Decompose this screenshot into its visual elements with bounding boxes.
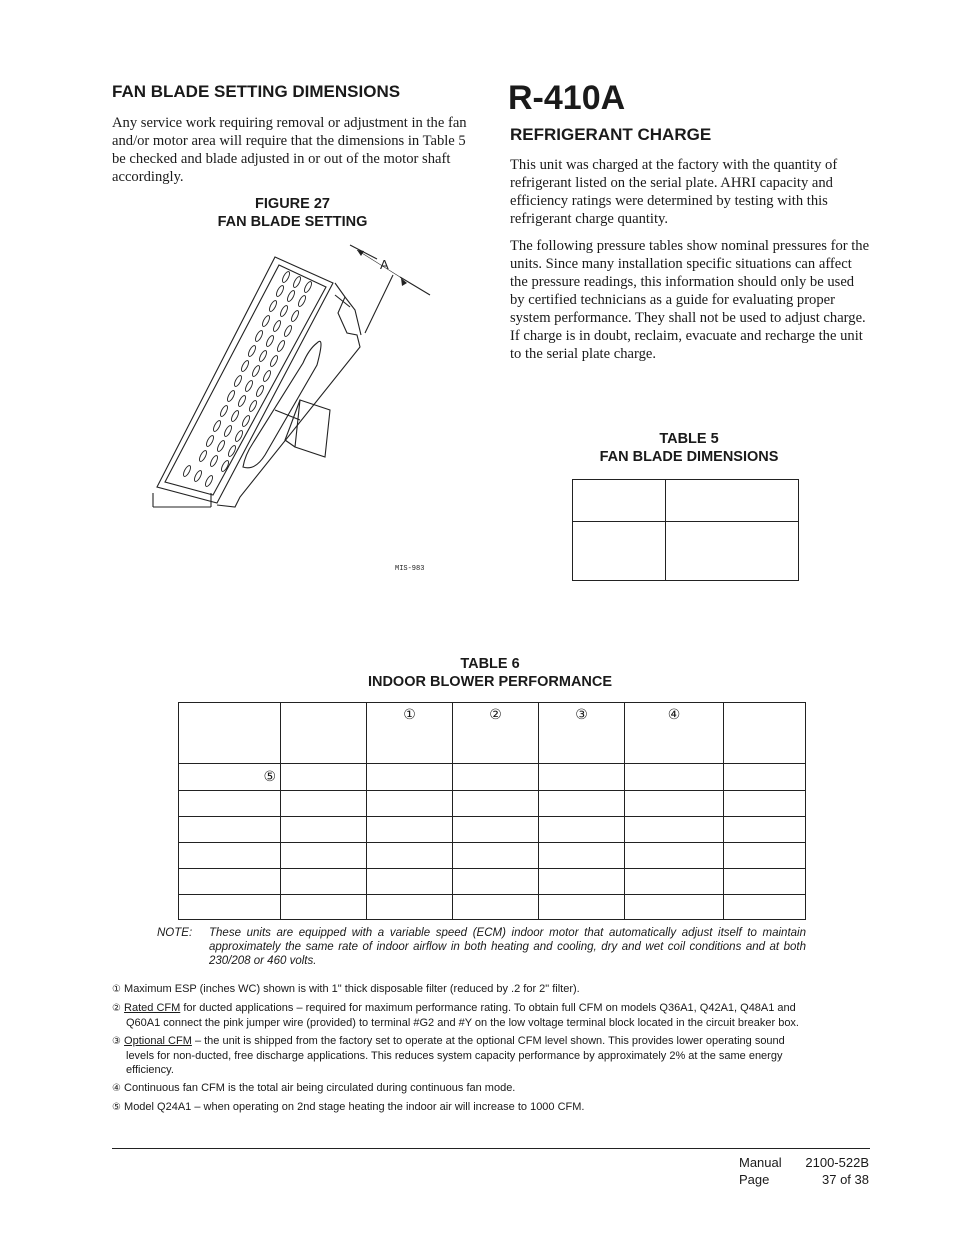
table6-cell	[625, 817, 724, 843]
table6-cell	[179, 843, 281, 869]
bulkhead-panel	[217, 283, 360, 507]
table6-cell	[539, 843, 625, 869]
grille-frame	[157, 257, 333, 503]
footnote-4	[112, 1081, 857, 1096]
table6-title: INDOOR BLOWER PERFORMANCE	[367, 674, 613, 690]
table5-caption	[580, 430, 798, 466]
table6-cell	[724, 791, 806, 817]
table5-number: TABLE 5	[659, 431, 719, 447]
footnote-5	[112, 1100, 857, 1115]
table6-cell	[281, 869, 367, 895]
footnote-1-marker: ①	[112, 984, 121, 995]
table6-cell	[179, 895, 281, 920]
table6-cell	[625, 791, 724, 817]
table6-row	[179, 791, 806, 817]
footnote-2-line2: Q60A1 connect the pink jumper wire (provided) to terminal #G2 and #Y on the low voltage terminal block located in the circuit breaker box.	[126, 1017, 799, 1029]
footnote-marker-4: ④	[667, 707, 681, 723]
table6-cell	[367, 791, 453, 817]
refrigerant-heading: REFRIGERANT CHARGE	[510, 125, 712, 144]
big-title: R-410A	[508, 79, 626, 117]
table5-cell	[573, 522, 666, 581]
table6-row	[179, 843, 806, 869]
table6-cell	[453, 843, 539, 869]
table6-header-cell	[281, 703, 367, 764]
grille-inner-frame	[165, 265, 326, 495]
footnote-3-line3: efficiency.	[126, 1064, 174, 1076]
footnote-marker-1: ①	[403, 707, 416, 723]
footnote-1	[112, 982, 857, 997]
table6-cell	[539, 817, 625, 843]
table6-row	[179, 817, 806, 843]
table6-cell	[281, 843, 367, 869]
footer-rule	[112, 1148, 870, 1149]
figure-caption	[150, 195, 435, 231]
figure-number: FIGURE 27	[255, 196, 330, 212]
table6-cell	[625, 843, 724, 869]
table6-cell	[367, 843, 453, 869]
footnote-3	[112, 1034, 857, 1077]
table6-number: TABLE 6	[460, 656, 520, 672]
footer-manual-value: 2100-522B	[805, 1155, 869, 1170]
table6-cell	[367, 895, 453, 920]
table6-cell	[281, 764, 367, 791]
footer-labels	[739, 1154, 782, 1188]
footnote-2-marker: ②	[112, 1003, 121, 1014]
footnote-2	[112, 1001, 857, 1030]
table6-cell	[367, 817, 453, 843]
table6-cell	[724, 764, 806, 791]
table5-cell	[573, 480, 666, 522]
footer-manual-label: Manual	[739, 1155, 782, 1170]
table6-cell	[453, 817, 539, 843]
table6-cell	[281, 791, 367, 817]
table6-header-cell	[367, 703, 453, 764]
footnote-2-term: Rated CFM	[124, 1002, 181, 1014]
refrigerant-paragraph-1: This unit was charged at the factory with the quantity of refrigerant listed on the serial plate. AHRI capacity and efficiency ratings were determined by testing with this refrigerant charge quantity.	[510, 157, 838, 227]
footnote-marker-5: ⑤	[263, 769, 276, 785]
table6-cell	[179, 764, 281, 791]
table6-header-cell	[179, 703, 281, 764]
footnote-4-marker: ④	[112, 1083, 121, 1094]
table6-cell	[367, 764, 453, 791]
footnote-4-text: Continuous fan CFM is the total air being circulated during continuous fan mode.	[124, 1082, 516, 1094]
dimension-extension	[365, 275, 393, 333]
table6-cell	[625, 764, 724, 791]
footnote-marker-3: ③	[575, 707, 588, 723]
footnote-5-marker: ⑤	[112, 1102, 121, 1113]
table6-header-cell	[625, 703, 724, 764]
dimension-line-lower	[400, 277, 430, 295]
refrigerant-paragraph-2: The following pressure tables show nominal pressures for the units. Since many installation specific situations can affect the pressure readings, this information should only be used by certified technicians as a guide for evaluating proper system performance. They shall not be used to adjust charge. If charge is in doubt, reclaim, evacuate and recharge the unit to the serial plate charge.	[510, 238, 870, 362]
table6-cell	[539, 791, 625, 817]
table6	[178, 702, 806, 920]
table5-title: FAN BLADE DIMENSIONS	[599, 449, 779, 465]
table6-cell	[179, 869, 281, 895]
table5-cell	[666, 522, 799, 581]
table6-cell	[179, 791, 281, 817]
table6-cell	[724, 869, 806, 895]
note-text: These units are equipped with a variable speed (ECM) indoor motor that automatically adjust itself to maintain approximately the same rate of indoor airflow in both heating and cooling, dry and wet coil conditions and at both 230/208 or 460 volts.	[209, 927, 806, 967]
table6-cell	[453, 764, 539, 791]
footnote-2-line1: for ducted applications – required for maximum performance rating. To obtain full CFM on models Q36A1, Q42A1, Q48A1 and	[180, 1002, 796, 1014]
footer-values	[790, 1154, 869, 1188]
dimension-label: A	[380, 257, 389, 272]
table6-row	[179, 764, 806, 791]
table6-cell	[453, 869, 539, 895]
dimension-line-upper	[350, 245, 377, 259]
table6-cell	[281, 895, 367, 920]
footnote-3-line1: – the unit is shipped from the factory set to operate at the optional CFM level shown. This provides lower operating sound	[191, 1035, 785, 1047]
table6-cell	[539, 895, 625, 920]
footer-page-label: Page	[739, 1172, 770, 1187]
table6-cell	[625, 895, 724, 920]
table6-cell	[539, 764, 625, 791]
table6-cell	[539, 869, 625, 895]
fan-blade-paragraph: Any service work requiring removal or adjustment in the fan and/or motor area will require that the dimensions in Table 5 be checked and blade adjusted in or out of the motor shaft accordingly.	[112, 115, 467, 185]
table6-cell	[453, 791, 539, 817]
motor-body	[295, 400, 330, 457]
table6-caption	[330, 655, 650, 691]
table6-cell	[281, 817, 367, 843]
figure-title: FAN BLADE SETTING	[217, 214, 368, 230]
drawing-code: MIS-983	[395, 565, 425, 573]
footnote-1-text: Maximum ESP (inches WC) shown is with 1" thick disposable filter (reduced by .2 for 2" filter).	[124, 983, 580, 995]
table6-cell	[724, 895, 806, 920]
table6-row	[179, 869, 806, 895]
fan-blade-drawing	[145, 235, 445, 580]
table6-header-cell	[724, 703, 806, 764]
table6-cell	[724, 817, 806, 843]
table6-header-cell	[453, 703, 539, 764]
fan-blade	[243, 341, 321, 467]
footnote-3-marker: ③	[112, 1036, 121, 1047]
footer-page-value: 37 of 38	[822, 1172, 869, 1187]
table6-cell	[453, 895, 539, 920]
table5	[572, 479, 799, 581]
table6-cell	[179, 817, 281, 843]
footnote-3-line2: levels for non-ducted, free discharge applications. This reduces system capacity performance by approximately 2% at the same energy	[126, 1050, 783, 1062]
table5-cell	[666, 480, 799, 522]
table6-header-cell	[539, 703, 625, 764]
table6-cell	[625, 869, 724, 895]
fan-blade-heading: FAN BLADE SETTING DIMENSIONS	[112, 82, 401, 101]
footnote-marker-2: ②	[489, 707, 502, 723]
table6-cell	[724, 843, 806, 869]
table6-row	[179, 895, 806, 920]
footnote-3-term: Optional CFM	[124, 1035, 192, 1047]
footnote-5-text: Model Q24A1 – when operating on 2nd stage heating the indoor air will increase to 1000 CFM.	[124, 1101, 585, 1113]
note-label: NOTE:	[157, 927, 193, 939]
table6-cell	[367, 869, 453, 895]
